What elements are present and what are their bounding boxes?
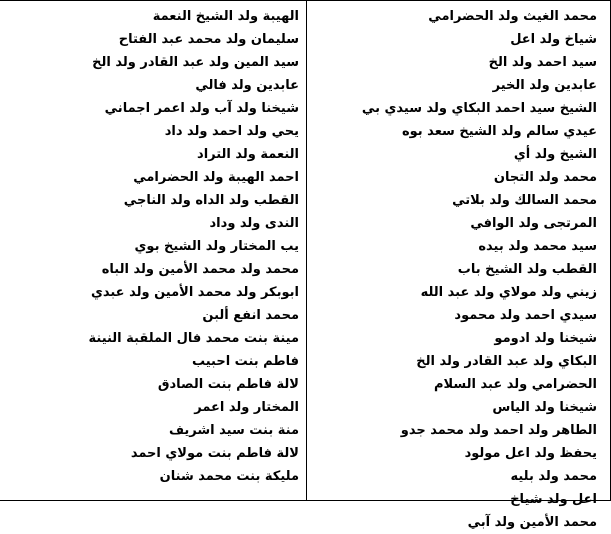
name-entry: سيد المين ولد عبد القادر ولد الخ — [92, 55, 299, 70]
name-entry: سيد احمد ولد الخ — [488, 55, 597, 70]
name-entry: المرتجى ولد الوافي — [470, 216, 597, 231]
name-entry: محمد ولد التجان — [493, 170, 597, 185]
name-entry: شياخ ولد اعل — [510, 32, 597, 47]
name-entry: محمد انفع ألبن — [202, 308, 299, 323]
name-entry: عابدين ولد الخير — [492, 78, 597, 93]
right-names-column — [306, 1, 611, 530]
name-entry: لالة فاطم بنت مولاي احمد — [130, 446, 299, 461]
name-entry: الشيخ سيد احمد البكاي ولد سيدي بي — [361, 101, 597, 116]
name-entry: شيخنا ولد آب ولد اعمر اجماني — [104, 101, 299, 116]
name-entry: يحي ولد احمد ولد داد — [164, 124, 299, 139]
name-entry: مينة بنت محمد فال الملقبة النينة — [88, 331, 299, 346]
name-entry: الشيخ ولد أي — [513, 147, 597, 162]
name-entry: منة بنت سيد اشريف — [168, 423, 299, 438]
name-entry: شيخنا ولد الياس — [492, 400, 597, 415]
name-entry: لالة فاطم بنت الصادق — [157, 377, 299, 392]
name-entry: عيدي سالم ولد الشيخ سعد بوه — [401, 124, 597, 139]
name-entry: يحفظ ولد اعل مولود — [464, 446, 597, 461]
name-entry: احمد الهيبة ولد الحضرامي — [133, 170, 299, 185]
name-entry: يب المختار ولد الشيخ بوي — [134, 239, 299, 254]
name-entry: النعمة ولد التراد — [197, 147, 299, 162]
name-entry: زيني ولد مولاي ولد عبد الله — [420, 285, 597, 300]
left-names-column — [0, 1, 306, 500]
name-entry: الحضرامي ولد عبد السلام — [434, 377, 597, 392]
name-entry: عابدين ولد فالي — [195, 78, 299, 93]
name-entry: القطب ولد الشيخ باب — [457, 262, 597, 277]
name-entry: فاطم بنت احبيب — [191, 354, 299, 369]
name-entry: شيخنا ولد ادومو — [494, 331, 597, 346]
name-entry: سيد محمد ولد بيده — [478, 239, 597, 254]
name-entry: البكاي ولد عبد القادر ولد الخ — [416, 354, 597, 369]
name-entry: محمد ولد بليه — [510, 469, 597, 484]
name-entry: الطاهر ولد احمد ولد محمد جدو — [400, 423, 597, 438]
name-entry: ابوبكر ولد محمد الأمين ولد عبدي — [90, 285, 299, 300]
name-entry: اعل ولد شياخ — [510, 492, 597, 507]
name-entry: محمد الأمين ولد آبي — [467, 515, 597, 530]
name-entry: مليكة بنت محمد شنان — [159, 469, 299, 484]
name-entry: محمد الغيث ولد الحضرامي — [428, 9, 597, 24]
name-entry: الندى ولد وداد — [209, 216, 299, 231]
name-entry: محمد السالك ولد بلاتي — [452, 193, 597, 208]
name-entry: سيدي احمد ولد محمود — [454, 308, 597, 323]
name-entry: الهيبة ولد الشيخ النعمة — [152, 9, 299, 24]
name-entry: محمد ولد محمد الأمين ولد الباه — [101, 262, 299, 277]
name-entry: القطب ولد الداه ولد الناجي — [123, 193, 299, 208]
name-entry: سليمان ولد محمد عبد الفتاح — [118, 32, 299, 47]
name-entry: المختار ولد اعمر — [194, 400, 299, 415]
